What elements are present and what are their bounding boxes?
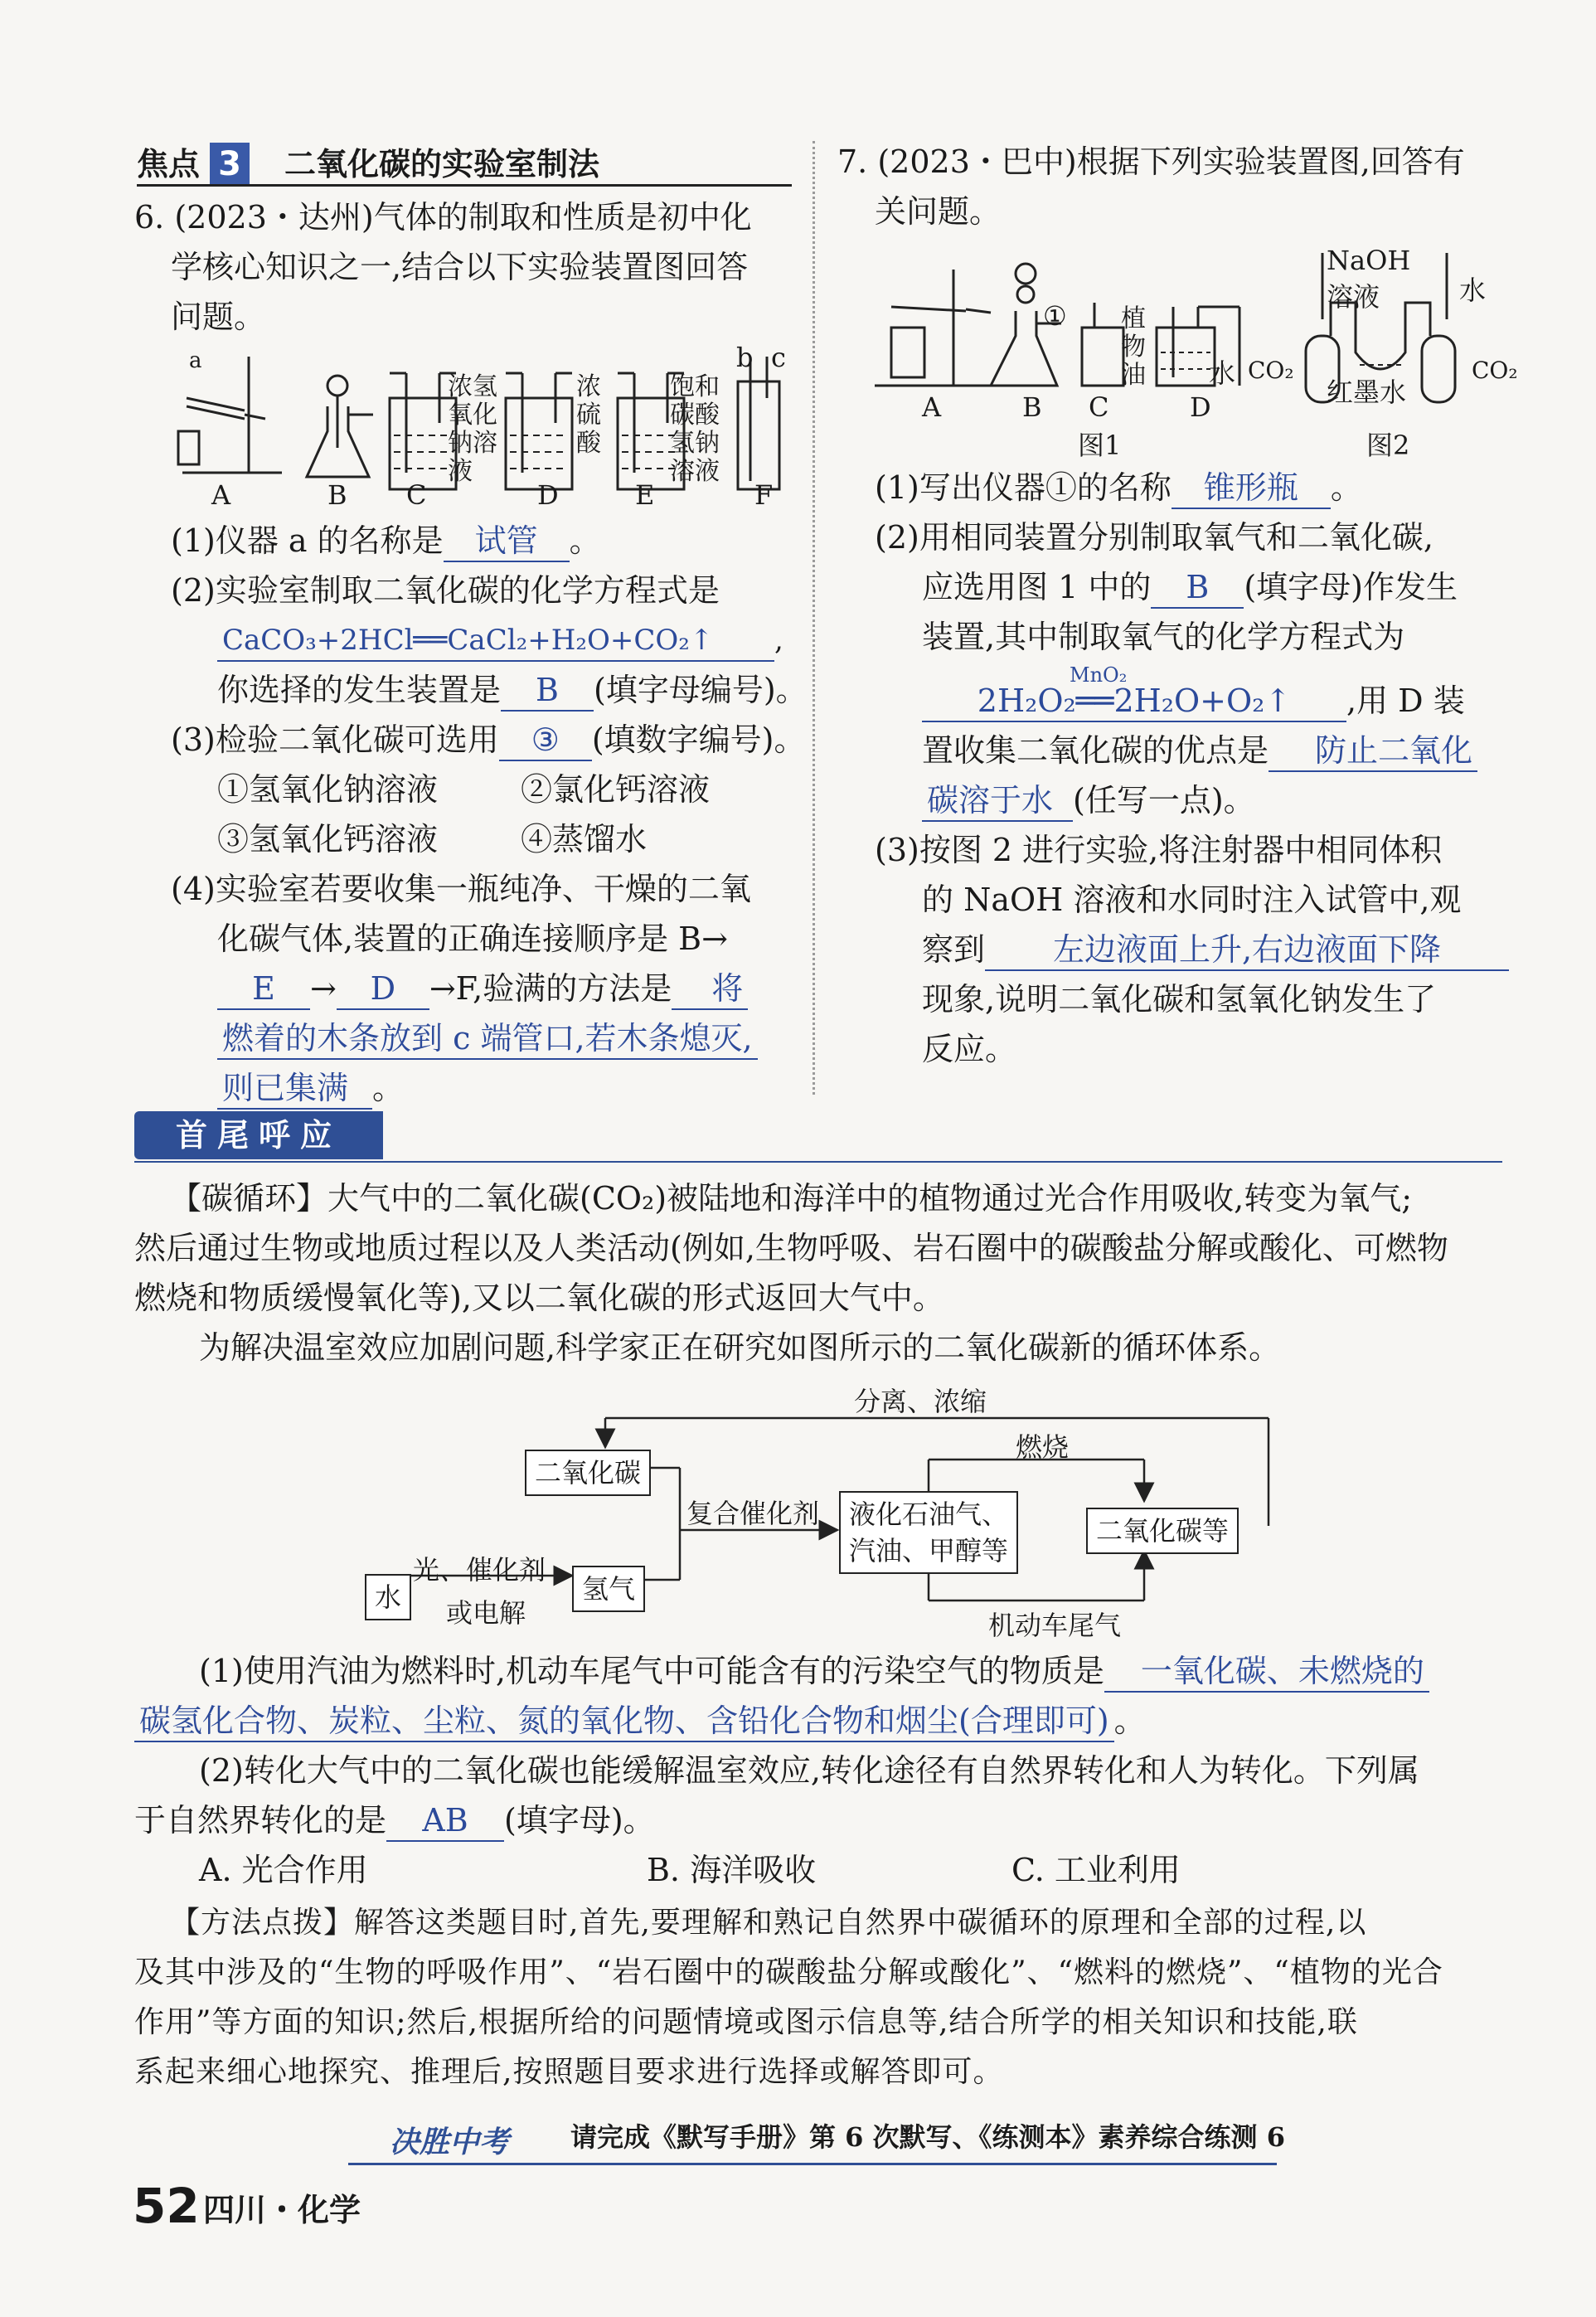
- q7-p1: [875, 463, 1362, 512]
- q6-p1-end: 。: [569, 522, 601, 559]
- q7-co2-left: CO₂: [1248, 357, 1294, 384]
- q7-p3c-text: 察到: [922, 931, 986, 968]
- q6-p4-answer-3b: 燃着的木条放到 c 端管口,若木条熄灭,: [217, 1018, 758, 1060]
- q6-p2: (2)实验室制取二氧化碳的化学方程式是: [171, 572, 720, 609]
- q6-p2b-answer: B: [501, 670, 594, 712]
- section-header: [137, 139, 599, 189]
- method-tip-line4: 系起来细心地探究、推理后,按照题目要求进行选择或解答即可。: [134, 2055, 1004, 2089]
- q6-option1: ①氢氧化钠溶液: [217, 771, 439, 808]
- carbon-q2-line1: (2)转化大气中的二氧化碳也能缓解温室效应,转化途径有自然界转化和人为转化。下列属: [199, 1752, 1419, 1789]
- method-tip-line3: 作用”等方面的知识;然后,根据所给的问题情境或图示信息等,结合所学的相关知识和技能,联: [134, 2005, 1358, 2039]
- q7-p2-line3: 装置,其中制取氧气的化学方程式为: [922, 619, 1405, 655]
- q7-p1-answer: 锥形瓶: [1172, 468, 1331, 509]
- q7-fig-A: A: [922, 391, 942, 423]
- carbon-q2-line2: [134, 1795, 655, 1845]
- fig-B: B: [327, 479, 347, 511]
- q6-p1-text: (1)仪器 a 的名称是: [171, 522, 444, 559]
- flow-liquid-box: [839, 1491, 1018, 1574]
- q7-fig-B: B: [1022, 391, 1042, 423]
- liquid-e-label: 饱和碳酸氢钠溶液: [670, 372, 720, 486]
- carbon-q1-text: (1)使用汽油为燃料时,机动车尾气中可能含有的污染空气的物质是: [199, 1653, 1104, 1689]
- q7-p2-line6: [922, 775, 1255, 825]
- fig-F: F: [754, 479, 774, 511]
- footer-subject: 四川・化学: [203, 2192, 361, 2228]
- fig-label-a-small: a: [189, 348, 202, 373]
- q7-red-ink-label: 红墨水: [1327, 376, 1407, 408]
- carbon-q2-answer: AB: [386, 1800, 504, 1842]
- banner-rule: [134, 1161, 1502, 1163]
- q6-option4: ④蒸馏水: [521, 821, 648, 857]
- q7-p2-equation-line: [922, 676, 1465, 726]
- q6-line3: 问题。: [171, 299, 266, 335]
- carbon-para1-line1: 【碳循环】大气中的二氧化碳(CO₂)被陆地和海洋中的植物通过光合作用吸收,转变为氧气;: [170, 1180, 1412, 1217]
- flow-co2-box: 二氧化碳: [525, 1450, 651, 1496]
- flow-liquid-line2: 汽油、甲醇等: [849, 1535, 1009, 1567]
- q7-line1: 7. (2023・巴中)根据下列实验装置图,回答有: [837, 143, 1465, 180]
- carbon-q2-end: (填字母)。: [504, 1802, 655, 1839]
- q7-p3c-answer: 左边液面上升,右边液面下降: [985, 930, 1509, 971]
- q7-p3-line5: 反应。: [922, 1031, 1017, 1067]
- q7-p2b-text: 应选用图 1 中的: [922, 569, 1152, 605]
- liquid-c-label: 浓氢氧化钠溶液: [448, 372, 497, 486]
- q6-p4-answer-3c: 则已集满: [217, 1068, 372, 1110]
- q6-p4-answer-2: D: [337, 969, 429, 1010]
- q7-p2-line1: (2)用相同装置分别制取氧气和二氧化碳,: [875, 519, 1433, 556]
- flow-co2-etc-box: 二氧化碳等: [1086, 1508, 1239, 1554]
- footer-rule: [348, 2163, 1277, 2165]
- fig-A: A: [211, 479, 231, 511]
- section-number: 3: [210, 143, 250, 186]
- q7-mno2-catalyst: MnO₂: [1070, 663, 1128, 687]
- q6-p2-equation-line: [217, 615, 783, 665]
- q7-water-label-d: 水: [1209, 357, 1236, 389]
- q7-oil-label: 植物油: [1121, 304, 1146, 390]
- section-banner: 首尾呼应: [134, 1111, 383, 1159]
- footer-logo: 决胜中考: [390, 2125, 510, 2159]
- q6-p3: [171, 715, 805, 765]
- q7-p2-line2: [922, 562, 1458, 612]
- q6-p4-arrow: →: [310, 970, 337, 1007]
- q6-p1: [171, 516, 601, 566]
- carbon-option-c: C. 工业利用: [1011, 1852, 1181, 1888]
- q7-p1-text: (1)写出仪器①的名称: [875, 469, 1172, 506]
- q7-p2b-answer: B: [1151, 567, 1244, 609]
- q7-solution-label: 溶液: [1327, 281, 1380, 313]
- q6-p4-end: 。: [372, 1070, 405, 1106]
- carbon-q1-answer-1: 一氧化碳、未燃烧的: [1104, 1651, 1429, 1693]
- q6-p2b-end: (填字母编号)。: [594, 672, 808, 708]
- carbon-option-b: B. 海洋吸收: [647, 1852, 817, 1888]
- q7-fig1-caption: 图1: [1078, 430, 1122, 461]
- q6-p4-mid: →F,验满的方法是: [429, 970, 672, 1007]
- carbon-q1-end: 。: [1113, 1703, 1146, 1739]
- q7-p2-equation: 2H₂O₂══2H₂O+O₂↑: [922, 681, 1346, 722]
- q7-fig-C: C: [1089, 391, 1109, 423]
- q6-line2: 学核心知识之一,结合以下实验装置图回答: [171, 249, 749, 285]
- q7-p2d-answer-1: 防止二氧化: [1269, 731, 1477, 772]
- q6-p2b: [217, 665, 808, 715]
- carbon-q1-line2: [134, 1696, 1146, 1746]
- flow-elec-label: 或电解: [446, 1597, 526, 1629]
- q6-p4-line1: (4)实验室若要收集一瓶纯净、干燥的二氧: [171, 871, 751, 907]
- q7-p2d-text: 置收集二氧化碳的优点是: [922, 732, 1269, 769]
- q6-p1-answer: 试管: [444, 521, 570, 562]
- q7-p2-eq-post: ,用 D 装: [1346, 682, 1465, 719]
- q6-p2-comma: ,: [774, 624, 783, 657]
- carbon-para2: 为解决温室效应加剧问题,科学家正在研究如图所示的二氧化碳新的循环体系。: [199, 1329, 1281, 1366]
- q6-p2b-text: 你选择的发生装置是: [217, 672, 502, 708]
- q7-circle-1: ①: [1043, 300, 1067, 332]
- q6-p4-answer-1: E: [217, 969, 310, 1010]
- fig-D: D: [537, 479, 559, 511]
- carbon-para1-line2: 然后通过生物或地质过程以及人类活动(例如,生物呼吸、岩石圈中的碳酸盐分解或酸化、可燃物: [134, 1230, 1448, 1266]
- flow-liquid-line1: 液化石油气、: [849, 1499, 1009, 1530]
- q7-p3-line1: (3)按图 2 进行实验,将注射器中相同体积: [875, 832, 1443, 868]
- q7-p1-end: 。: [1330, 469, 1362, 506]
- flow-h2-box: 氢气: [572, 1566, 645, 1612]
- q7-p3-line3: [922, 925, 1509, 974]
- q7-p2b-end: (填字母)作发生: [1244, 569, 1458, 605]
- liquid-d-label: 浓硫酸: [576, 372, 601, 458]
- method-tip-line1: 【方法点拨】解答这类题目时,首先,要理解和熟记自然界中碳循环的原理和全部的过程,以: [170, 1906, 1367, 1940]
- q7-fig-D: D: [1190, 391, 1211, 423]
- q6-p4-answer-3a: 将: [672, 969, 748, 1010]
- footer-note: 请完成《默写手册》第 6 次默写、《练测本》素养综合练测 6: [570, 2121, 1285, 2153]
- flow-catalyst-label: 复合催化剂: [686, 1498, 820, 1529]
- method-tip-line2: 及其中涉及的“生物的呼吸作用”、“岩石圈中的碳酸盐分解或酸化”、“燃料的燃烧”、“植物的光合: [134, 1955, 1443, 1989]
- column-divider: [813, 141, 815, 1095]
- carbon-option-a: A. 光合作用: [199, 1852, 368, 1888]
- q6-option2: ②氯化钙溶液: [521, 771, 711, 808]
- carbon-q1-answer-2: 碳氢化合物、炭粒、尘粒、氮的氧化物、含铅化合物和烟尘(合理即可): [134, 1701, 1114, 1742]
- q7-p3-line4: 现象,说明二氧化碳和氢氧化钠发生了: [922, 981, 1437, 1018]
- carbon-para1-line3: 燃烧和物质缓慢氧化等),又以二氧化碳的形式返回大气中。: [134, 1280, 944, 1316]
- section-label: 焦点: [137, 146, 201, 182]
- fig-C: C: [406, 479, 427, 511]
- q6-p4-line3: [217, 964, 748, 1013]
- q7-p2e-end: (任写一点)。: [1073, 782, 1255, 818]
- page-number: 52: [133, 2178, 200, 2234]
- q6-p4-line5: [217, 1063, 404, 1113]
- carbon-q2-text: 于自然界转化的是: [134, 1802, 387, 1839]
- q7-p2-line5: [922, 726, 1477, 775]
- flow-water-box: 水: [365, 1574, 411, 1620]
- q6-p3-answer: ③: [499, 720, 592, 761]
- carbon-q1-line1: [199, 1646, 1429, 1696]
- q6-p4-line4: [217, 1013, 758, 1063]
- q6-p4-line2: 化碳气体,装置的正确连接顺序是 B→: [217, 920, 728, 957]
- q7-p3-line2: 的 NaOH 溶液和水同时注入试管中,观: [922, 882, 1462, 918]
- fig-label-b-small: b: [736, 342, 754, 373]
- q7-naoh-label: NaOH: [1327, 245, 1411, 276]
- flow-burn-label: 燃烧: [1016, 1431, 1070, 1463]
- flow-exhaust-label: 机动车尾气: [988, 1610, 1122, 1641]
- q7-water-label-fig2: 水: [1459, 274, 1487, 306]
- section-rule: [137, 184, 792, 187]
- fig-label-c-small: c: [771, 342, 786, 373]
- q7-p2e-answer-2: 碳溶于水: [922, 780, 1073, 822]
- q6-line1: 6. (2023・达州)气体的制取和性质是初中化: [134, 199, 752, 236]
- q6-p2-equation: CaCO₃+2HCl══CaCl₂+H₂O+CO₂↑: [217, 620, 774, 662]
- flow-separate-label: 分离、浓缩: [854, 1386, 987, 1417]
- q6-p3-end: (填数字编号)。: [591, 721, 806, 758]
- q6-option3: ③氢氧化钙溶液: [217, 821, 439, 857]
- flow-light-label: 光、催化剂: [413, 1554, 546, 1586]
- section-title: 二氧化碳的实验室制法: [284, 146, 600, 182]
- q7-fig2-caption: 图2: [1366, 430, 1410, 461]
- q6-p3-text: (3)检验二氧化碳可选用: [171, 721, 499, 758]
- fig-E: E: [635, 479, 655, 511]
- q7-line2: 关问题。: [875, 193, 1002, 230]
- q7-co2-right: CO₂: [1472, 357, 1518, 384]
